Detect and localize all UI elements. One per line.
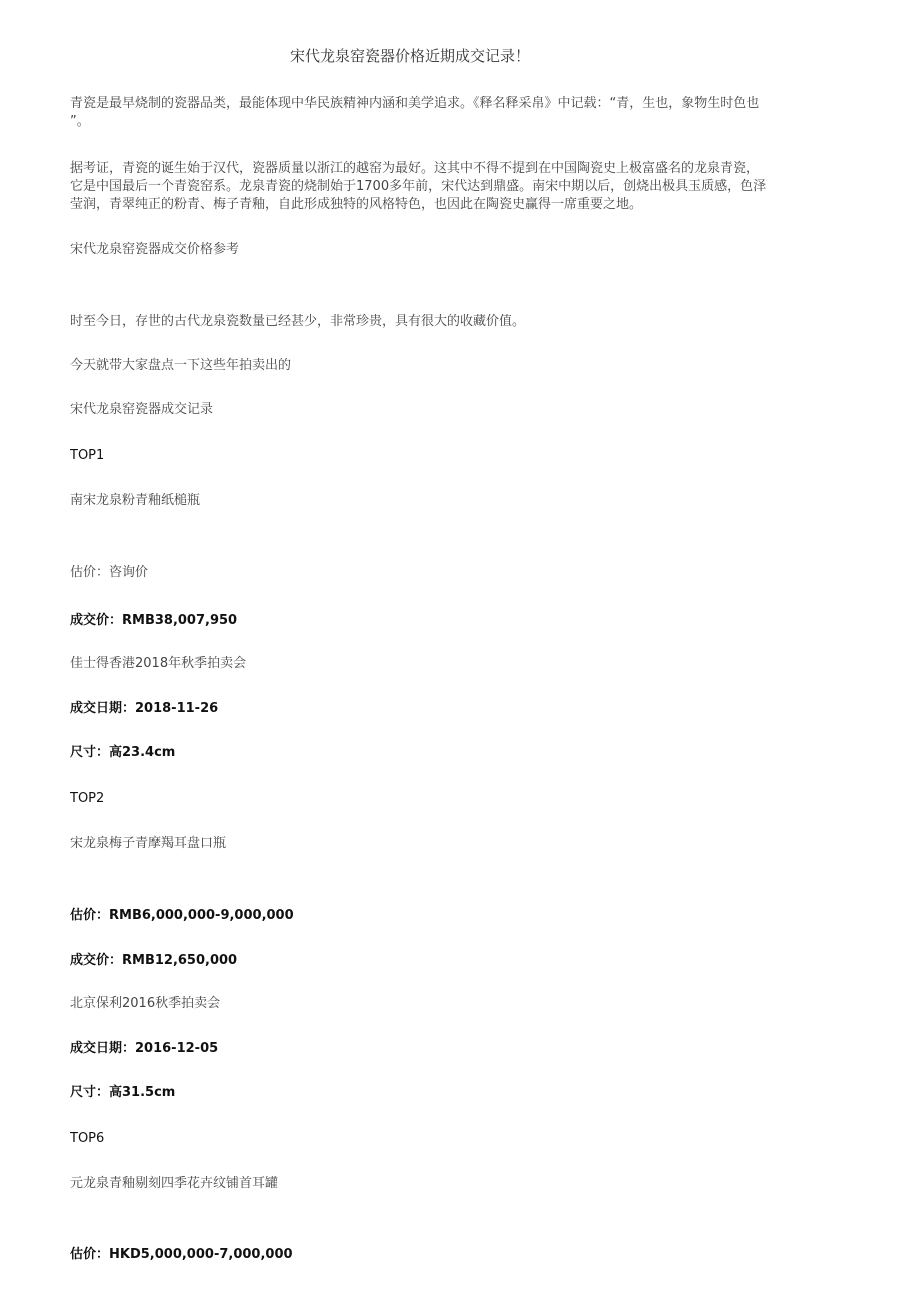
- record-name: 南宋龙泉粉青釉纸槌瓶: [70, 493, 201, 508]
- record-size: 尺寸：高31.5cm: [70, 1085, 176, 1100]
- intro-paragraph-2-line-1: 据考证，青瓷的诞生始于汉代，瓷器质量以浙江的越窑为最好。这其中不得不提到在中国陶瓷史上极富盛名的龙泉青瓷，: [70, 161, 760, 176]
- intro-paragraph-2-line-3: 莹润，青翠纯正的粉青、梅子青釉，自此形成独特的风格特色，也因此在陶瓷史赢得一席重要之地。: [70, 197, 643, 212]
- record-name: 宋龙泉梅子青摩羯耳盘口瓶: [70, 836, 227, 851]
- record-rank: TOP2: [70, 791, 105, 806]
- record-rank: TOP6: [70, 1131, 105, 1146]
- record-date: 成交日期：2018-11-26: [70, 701, 219, 716]
- page-title: 宋代龙泉窑瓷器价格近期成交记录！: [289, 47, 530, 65]
- intro-paragraph-1-line-2: ”。: [70, 114, 90, 129]
- intro-paragraph-1-line-1: 青瓷是最早烧制的瓷器品类，最能体现中华民族精神内涵和美学追求。《释名释采帛》中记载：“青，生也，象物生时色也: [70, 96, 760, 111]
- record-price: 成交价：RMB38,007,950: [70, 613, 238, 628]
- record-rank: TOP1: [70, 448, 105, 463]
- section-heading-records: 宋代龙泉窑瓷器成交记录: [70, 402, 214, 417]
- section-heading-reference: 宋代龙泉窑瓷器成交价格参考: [70, 242, 240, 257]
- record-size: 尺寸：高23.4cm: [70, 745, 176, 760]
- record-date: 成交日期：2016-12-05: [70, 1041, 219, 1056]
- record-auction: 佳士得香港2018年秋季拍卖会: [70, 656, 247, 671]
- intro-paragraph-5: 今天就带大家盘点一下这些年拍卖出的: [70, 358, 292, 373]
- record-name: 元龙泉青釉剔刻四季花卉纹铺首耳罐: [70, 1176, 279, 1191]
- intro-paragraph-2-line-2: 它是中国最后一个青瓷窑系。龙泉青瓷的烧制始于1700多年前，宋代达到鼎盛。南宋中期以后，创烧出极具玉质感，色泽: [70, 179, 767, 194]
- record-estimate: 估价：RMB6,000,000-9,000,000: [70, 908, 294, 923]
- record-estimate: 估价：HKD5,000,000-7,000,000: [70, 1247, 293, 1262]
- record-estimate: 估价：咨询价: [70, 565, 149, 580]
- record-auction: 北京保利2016秋季拍卖会: [70, 996, 221, 1011]
- intro-paragraph-4: 时至今日，存世的古代龙泉瓷数量已经甚少，非常珍贵，具有很大的收藏价值。: [70, 314, 526, 329]
- record-price: 成交价：RMB12,650,000: [70, 953, 238, 968]
